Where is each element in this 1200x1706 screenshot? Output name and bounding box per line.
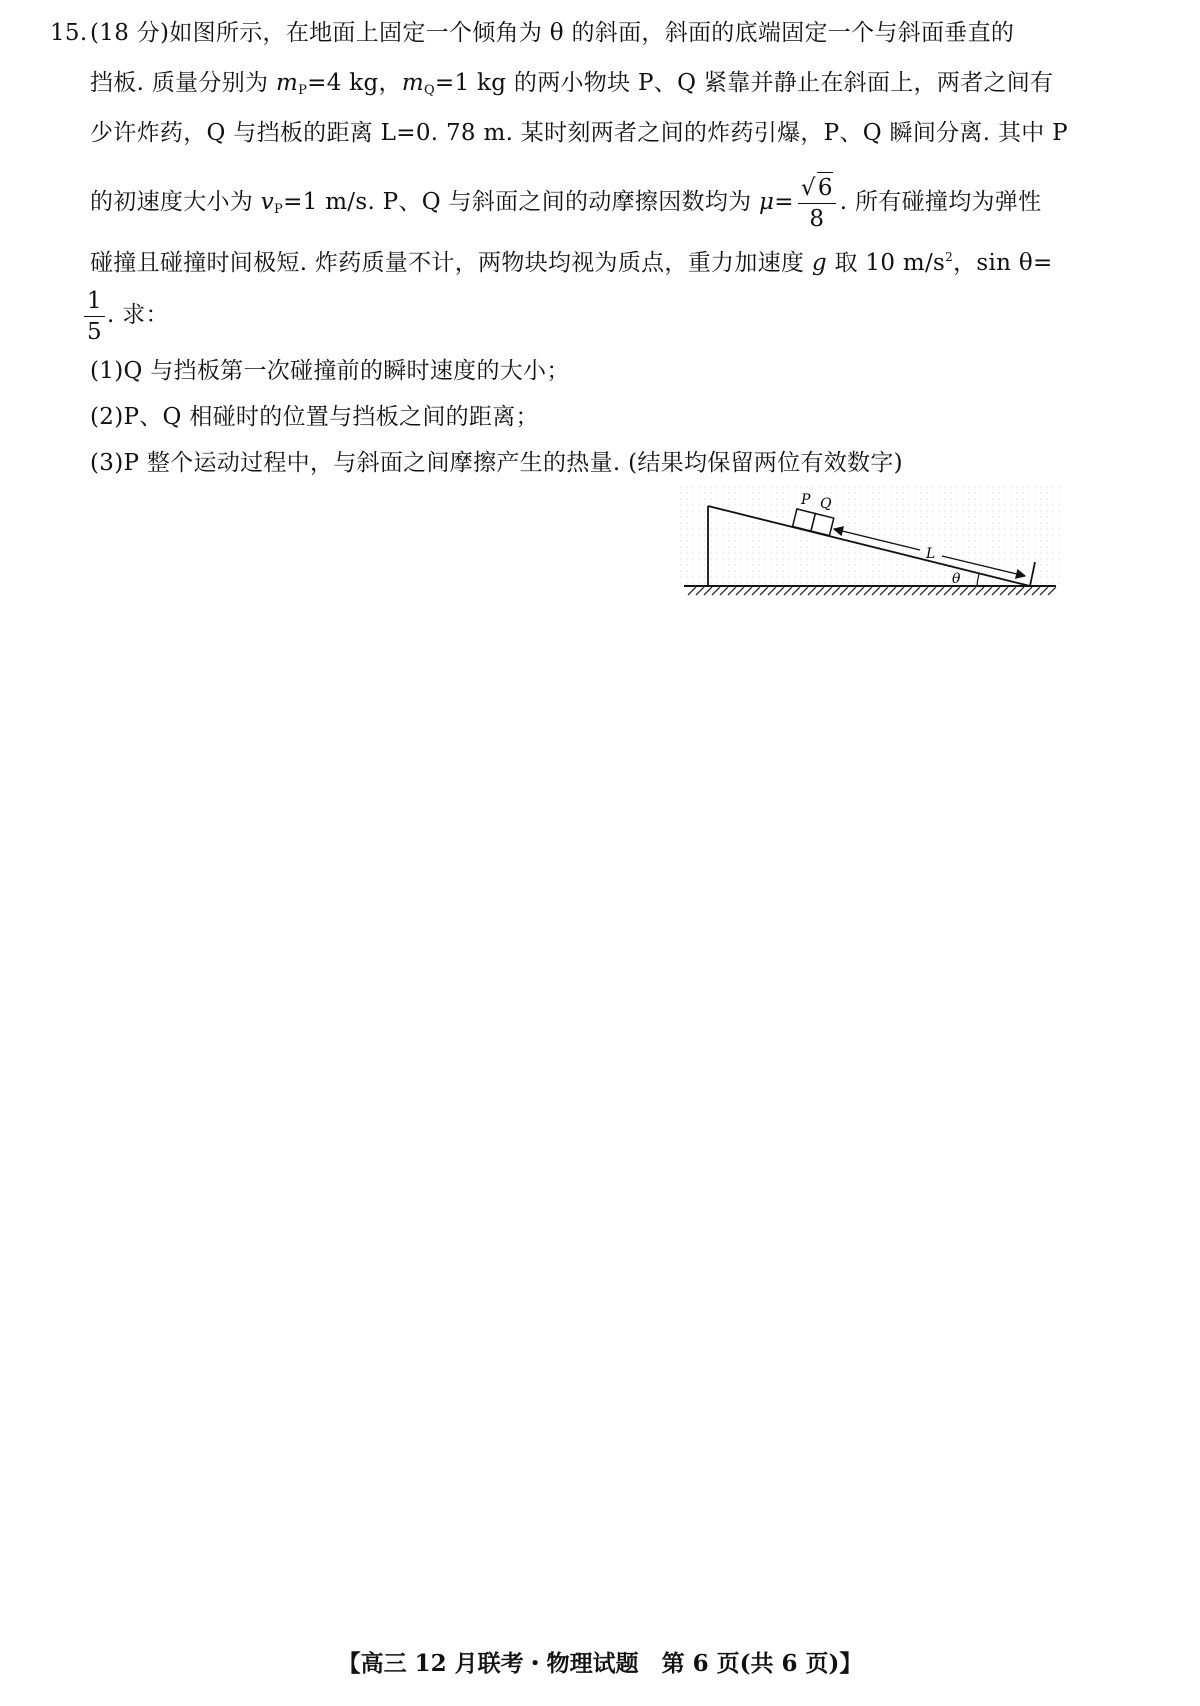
question-line-4: 的初速度大小为 $v_P=1$ m/s. P、Q 与斜面之间的动摩擦因数均为 μ= $\frac{√6}{8}$ . 所有碰撞均为弹性 bbox=[90, 172, 1041, 240]
ground-hatching bbox=[688, 587, 1056, 595]
sin-fraction: $\frac{1}{5}$ bbox=[84, 286, 105, 347]
question-number: 15. bbox=[50, 20, 88, 46]
question-line-3: 少许炸药，Q 与挡板的距离 L=0. 78 m. 某时刻两者之间的炸药引爆，P、Q 瞬间分离. 其中 P bbox=[90, 120, 1068, 146]
sub-question-2: (2)P、Q 相碰时的位置与挡板之间的距离； bbox=[90, 404, 539, 430]
label-p: P bbox=[801, 492, 811, 508]
sub-question-3: (3)P 整个运动过程中，与斜面之间摩擦产生的热量. (结果均保留两位有效数字) bbox=[90, 450, 903, 476]
question-line-5: 碰撞且碰撞时间极短. 炸药质量不计，两物块均视为质点，重力加速度 g 取 10 $m/s^2$，sin θ= bbox=[90, 250, 1053, 276]
mu-fraction: $\frac{√6}{8}$ bbox=[798, 172, 836, 234]
question-line-1: (18 分)如图所示，在地面上固定一个倾角为 θ 的斜面，斜面的底端固定一个与斜面垂直的 bbox=[90, 20, 1015, 46]
sub-question-1: (1)Q 与挡板第一次碰撞前的瞬时速度的大小； bbox=[90, 358, 570, 384]
label-theta: θ bbox=[952, 571, 961, 587]
question-line-2: 挡板. 质量分别为 $m_P=4$ kg，$m_Q=1$ kg 的两小物块 P、Q 紧靠并静止在斜面上，两者之间有 bbox=[90, 70, 1054, 98]
label-l: L bbox=[926, 546, 936, 562]
question-line-6: $\frac{1}{5}$ . 求： bbox=[84, 282, 169, 348]
label-q: Q bbox=[820, 496, 832, 512]
block-q bbox=[811, 514, 834, 536]
page-footer: 【高三 12 月联考・物理试题 第 6 页(共 6 页)】 bbox=[337, 1650, 863, 1677]
incline-diagram bbox=[680, 486, 1060, 606]
